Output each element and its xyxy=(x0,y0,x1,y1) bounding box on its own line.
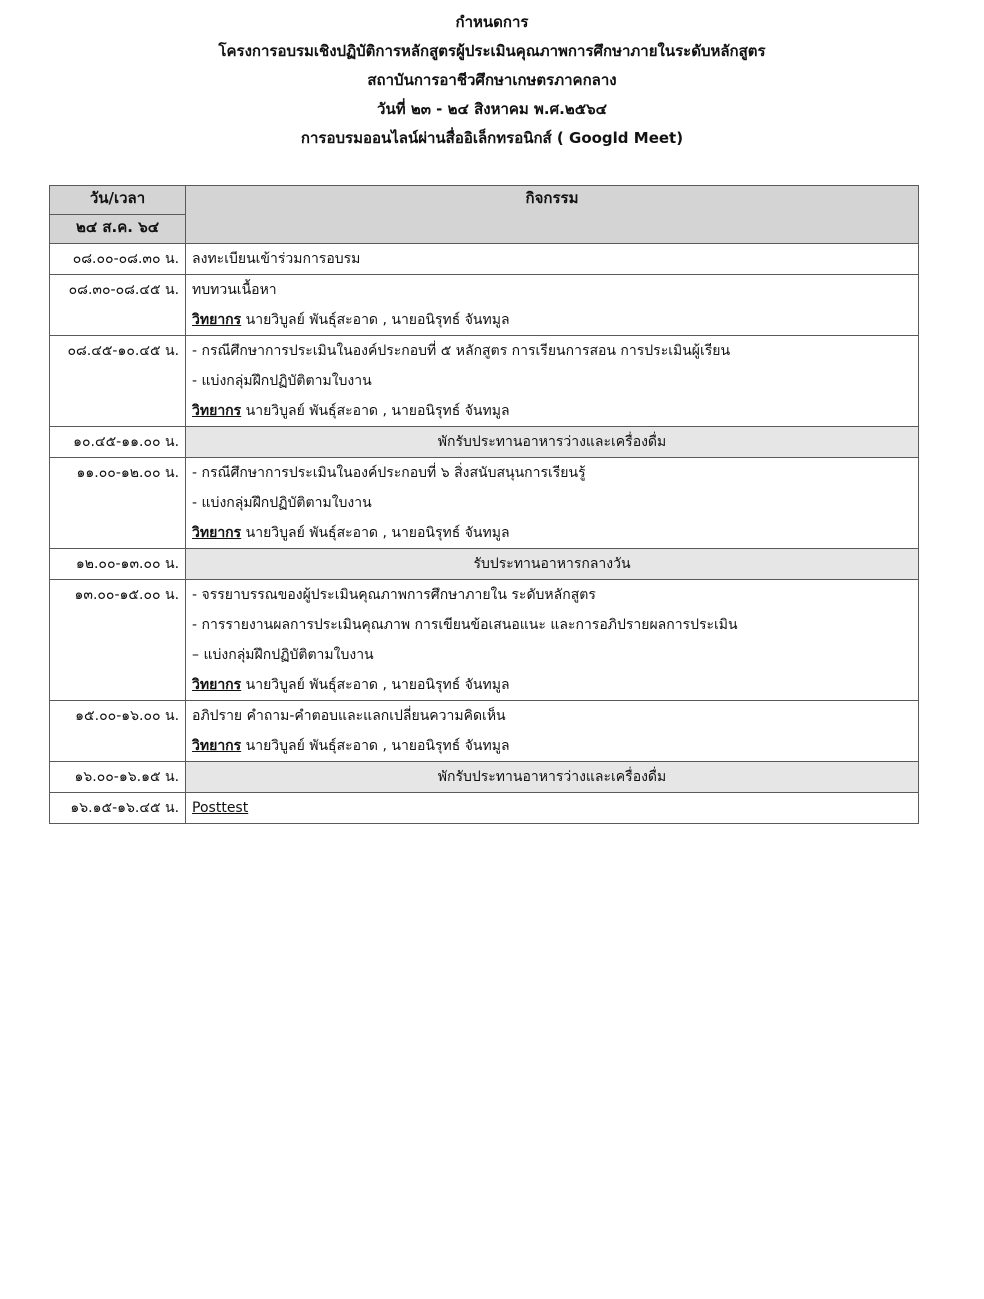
activity-line: ลงทะเบียนเข้าร่วมการอบรม xyxy=(192,251,361,267)
speaker-label: วิทยากร xyxy=(192,738,242,754)
speaker-line xyxy=(192,518,912,548)
header-title: กำหนดการ xyxy=(455,13,529,31)
table-row xyxy=(50,427,919,458)
speaker-names: นายวิบูลย์ พันธุ์สะอาด , นายอนิรุทธ์ จันทมูล xyxy=(245,525,510,541)
break-label: พักรับประทานอาหารว่างและเครื่องดื่ม xyxy=(437,434,667,450)
table-header-row xyxy=(50,186,919,215)
row-time: ๐๘.๔๕-๑๐.๔๕ น. xyxy=(50,336,186,427)
posttest-label: Posttest xyxy=(192,800,249,816)
speaker-names: นายวิบูลย์ พันธุ์สะอาด , นายอนิรุทธ์ จันทมูล xyxy=(245,677,510,693)
table-row xyxy=(50,580,919,701)
row-activity xyxy=(186,244,919,275)
table-row xyxy=(50,244,919,275)
activity-line: - แบ่งกลุ่มฝึกปฏิบัติตามใบงาน xyxy=(192,495,372,511)
row-time: ๑๑.๐๐-๑๒.๐๐ น. xyxy=(50,458,186,549)
header-project-name: โครงการอบรมเชิงปฏิบัติการหลักสูตรผู้ประเมินคุณภาพการศึกษาภายในระดับหลักสูตร xyxy=(218,42,766,60)
activity-line: - กรณีศึกษาการประเมินในองค์ประกอบที่ ๕ หลักสูตร การเรียนการสอน การประเมินผู้เรียน xyxy=(192,343,731,359)
header-institution: สถาบันการอาชีวศึกษาเกษตรภาคกลาง xyxy=(367,71,617,89)
row-time: ๐๘.๐๐-๐๘.๓๐ น. xyxy=(50,244,186,275)
row-time: ๐๘.๓๐-๐๘.๔๕ น. xyxy=(50,275,186,336)
break-label: พักรับประทานอาหารว่างและเครื่องดื่ม xyxy=(437,769,667,785)
row-time: ๑๒.๐๐-๑๓.๐๐ น. xyxy=(50,549,186,580)
row-activity xyxy=(186,793,919,824)
speaker-line xyxy=(192,305,912,335)
table-row xyxy=(50,549,919,580)
speaker-label: วิทยากร xyxy=(192,312,242,328)
speaker-names: นายวิบูลย์ พันธุ์สะอาด , นายอนิรุทธ์ จันทมูล xyxy=(245,312,510,328)
row-activity xyxy=(186,275,919,336)
row-activity xyxy=(186,701,919,762)
schedule-table xyxy=(49,185,919,824)
header-date-label: ๒๔ ส.ค. ๖๔ xyxy=(50,215,186,244)
activity-line: - การรายงานผลการประเมินคุณภาพ การเขียนข้อเสนอแนะ และการอภิปรายผลการประเมิน xyxy=(192,617,738,633)
row-activity xyxy=(186,580,919,701)
activity-line: อภิปราย คำถาม-คำตอบและแลกเปลี่ยนความคิดเห็น xyxy=(192,708,506,724)
speaker-label: วิทยากร xyxy=(192,677,242,693)
activity-line: - แบ่งกลุ่มฝึกปฏิบัติตามใบงาน xyxy=(192,373,372,389)
break-cell xyxy=(186,762,919,793)
table-row xyxy=(50,762,919,793)
table-row xyxy=(50,701,919,762)
speaker-names: นายวิบูลย์ พันธุ์สะอาด , นายอนิรุทธ์ จันทมูล xyxy=(245,738,510,754)
header-format: การอบรมออนไลน์ผ่านสื่ออิเล็กทรอนิกส์ ( Googld Meet) xyxy=(300,129,684,147)
row-time: ๑๖.๑๕-๑๖.๔๕ น. xyxy=(50,793,186,824)
row-time: ๑๐.๔๕-๑๑.๐๐ น. xyxy=(50,427,186,458)
speaker-line xyxy=(192,731,912,761)
activity-line: ทบทวนเนื้อหา xyxy=(192,282,277,298)
speaker-names: นายวิบูลย์ พันธุ์สะอาด , นายอนิรุทธ์ จันทมูล xyxy=(245,403,510,419)
speaker-line xyxy=(192,670,912,700)
row-activity xyxy=(186,336,919,427)
break-cell xyxy=(186,427,919,458)
row-time: ๑๕.๐๐-๑๖.๐๐ น. xyxy=(50,701,186,762)
header-time-label: วัน/เวลา xyxy=(50,186,186,215)
activity-line: - กรณีศึกษาการประเมินในองค์ประกอบที่ ๖ สิ่งสนับสนุนการเรียนรู้ xyxy=(192,465,586,481)
table-row xyxy=(50,793,919,824)
document-header xyxy=(0,8,984,153)
table-row xyxy=(50,336,919,427)
break-label: รับประทานอาหารกลางวัน xyxy=(473,556,631,572)
speaker-line xyxy=(192,396,912,426)
activity-line: - จรรยาบรรณของผู้ประเมินคุณภาพการศึกษาภายใน ระดับหลักสูตร xyxy=(192,587,596,603)
activity-line: – แบ่งกลุ่มฝึกปฏิบัติตามใบงาน xyxy=(192,647,374,663)
header-date: วันที่ ๒๓ - ๒๔ สิงหาคม พ.ศ.๒๕๖๔ xyxy=(377,100,607,118)
row-time: ๑๖.๐๐-๑๖.๑๕ น. xyxy=(50,762,186,793)
speaker-label: วิทยากร xyxy=(192,525,242,541)
speaker-label: วิทยากร xyxy=(192,403,242,419)
break-cell xyxy=(186,549,919,580)
row-time: ๑๓.๐๐-๑๕.๐๐ น. xyxy=(50,580,186,701)
table-row xyxy=(50,275,919,336)
header-activity-label: กิจกรรม xyxy=(186,186,919,244)
table-row xyxy=(50,458,919,549)
row-activity xyxy=(186,458,919,549)
